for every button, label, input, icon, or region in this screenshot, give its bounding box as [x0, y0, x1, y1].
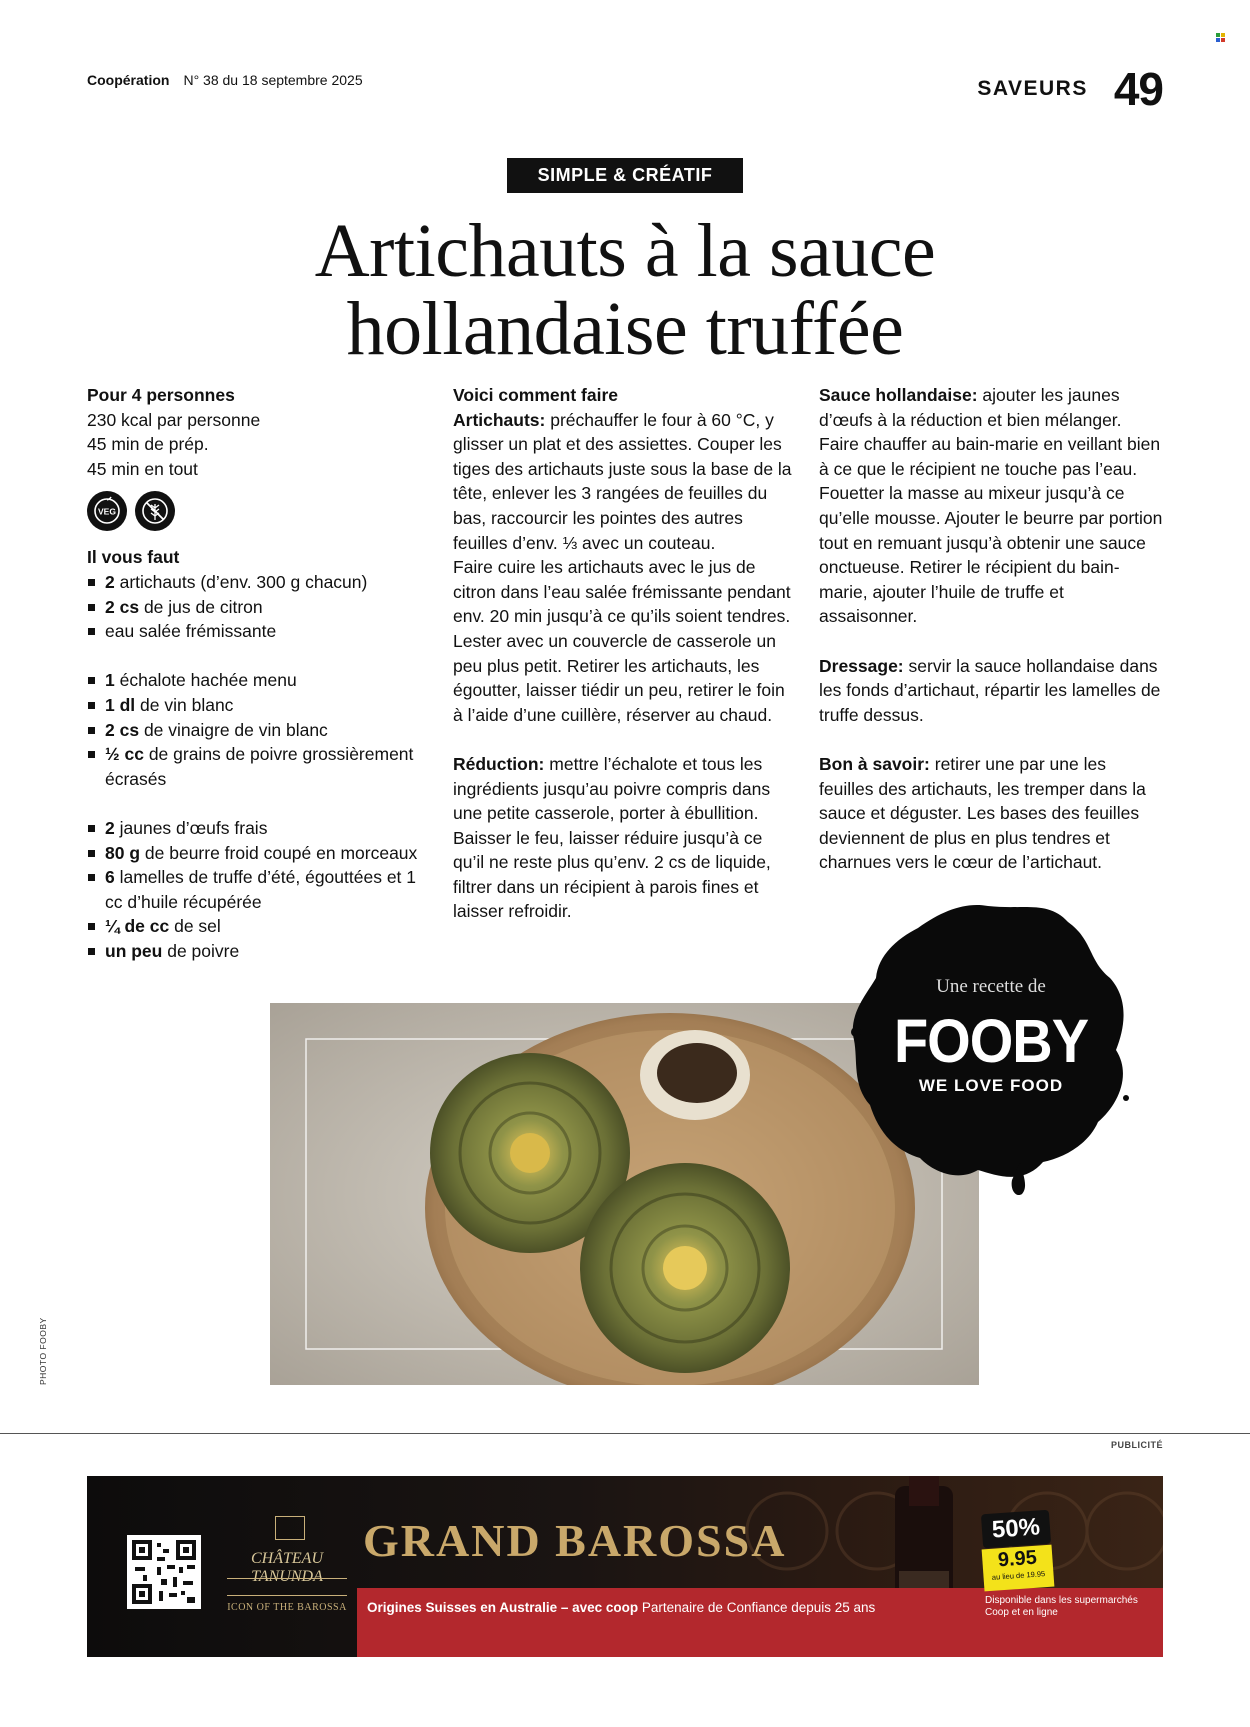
step-artichauts: Artichauts: préchauffer le four à 60 °C, y glisser un plat et des assiettes. Couper les tiges des artichauts juste sous la base de la tête, enlever les 3 rangées de feuilles du bas, raccourcir les pointes des autres feuilles d’env. ⅓ avec un couteau.: [453, 409, 792, 553]
method-column-1: [453, 383, 798, 924]
color-mark-icon: [1216, 33, 1225, 42]
chateau-building-icon: [227, 1578, 347, 1596]
gluten-free-icon: [135, 491, 175, 531]
photo-credit: PHOTO FOOBY: [38, 1317, 48, 1385]
ingredient-item: 2 jaunes d’œufs frais: [87, 816, 432, 841]
fooby-logo: FOOBY: [893, 1005, 1089, 1076]
ingredient-group-1: [87, 570, 432, 644]
fooby-intro: Une recette de: [936, 976, 1046, 997]
ingredient-item: ½ cc de grains de poivre grossièrement écrasés: [87, 742, 432, 791]
ad-title: GRAND BAROSSA: [363, 1515, 787, 1566]
fooby-tagline: WE LOVE FOOD: [918, 1076, 1064, 1095]
veg-icon: [87, 491, 127, 531]
ingredient-item: 1 échalote hachée menu: [87, 668, 432, 693]
discount-badge: 50%: [981, 1510, 1051, 1549]
recipe-title-line-2: hollandaise truffée: [346, 287, 904, 371]
ad-label: PUBLICITÉ: [1110, 1440, 1163, 1450]
section-title: SAVEURS: [977, 77, 1088, 100]
issue-date: N° 38 du 18 septembre 2025: [183, 72, 363, 88]
diet-icons: [87, 491, 432, 531]
servings: Pour 4 personnes: [87, 385, 235, 405]
method-column-2: [819, 383, 1164, 875]
ingredients-column: [87, 383, 432, 963]
tip-bon-a-savoir: Bon à savoir: retirer une par une les feuilles des artichauts, les tremper dans la sauce et déguster. Les bases des feuilles deviennent de plus en plus tendres et charnues vers le cœur de l’artichaut.: [819, 753, 1146, 873]
ad-brand-sub: ICON OF THE BAROSSA: [227, 1602, 347, 1613]
recipe-title: [200, 209, 1050, 371]
availability: Disponible dans les supermarchés Coop et en ligne: [985, 1595, 1138, 1618]
veg-label: VEG: [98, 506, 116, 517]
page-number: 49: [1113, 63, 1163, 115]
kcal: 230 kcal par personne: [87, 409, 261, 430]
divider: [0, 1433, 1250, 1434]
ingredient-item: 6 lamelles de truffe d’été, égouttées et 1 cc d’huile récupérée: [87, 865, 432, 914]
ingredients-heading: Il vous faut: [87, 547, 180, 568]
recipe-title-line-1: Artichauts à la sauce: [314, 209, 936, 293]
step-sauce: Sauce hollandaise: ajouter les jaunes d’œufs à la réduction et bien mélanger. Faire chauffer au bain-marie en veillant bien à ce que le récipient ne touche pas l’eau. Fouetter la masse au mixeur jusqu’à ce qu’elle mousse. Ajouter le beurre par portion tout en remuant jusqu’à obtenir une sauce onctueuse. Retirer le récipient du bain-marie, ajouter l’huile de truffe et assaisonner.: [819, 385, 1163, 627]
ingredient-item: eau salée frémissante: [87, 619, 432, 644]
ingredient-item: ¼ de cc de sel: [87, 914, 432, 939]
ingredient-item: 80 g de beurre froid coupé en morceaux: [87, 841, 432, 866]
prep-time: 45 min de prép.: [87, 434, 209, 455]
ad-slogan: Origines Suisses en Australie – avec coop Partenaire de Confiance depuis 25 ans: [367, 1600, 876, 1615]
category-tag: SIMPLE & CRÉATIF: [507, 158, 743, 193]
magazine-name: Coopération: [87, 72, 170, 88]
step-artichauts-cooking: Faire cuire les artichauts avec le jus de citron dans l’eau salée frémissante pendant env. 20 min jusqu’à ce qu’ils soient tendres. Lester avec un couvercle de casserole un peu plus petit. Retirer les artichauts, les égoutter, laisser tiédir un peu, retirer le foin à l’aide d’une cuillère, réserver au chaud.: [453, 557, 791, 725]
ingredient-item: un peu de poivre: [87, 939, 432, 964]
price-note: au lieu de 19.95: [991, 1569, 1046, 1582]
ingredient-group-3: [87, 816, 432, 964]
total-time: 45 min en tout: [87, 458, 198, 479]
wine-advertisement[interactable]: [87, 1476, 1163, 1657]
price-tag: [982, 1545, 1055, 1592]
qr-code-icon[interactable]: [127, 1535, 201, 1609]
method-heading: Voici comment faire: [453, 385, 619, 405]
ingredient-item: 1 dl de vin blanc: [87, 693, 432, 718]
ingredient-item: 2 cs de vinaigre de vin blanc: [87, 718, 432, 743]
crest-icon: [275, 1516, 305, 1540]
step-reduction: Réduction: mettre l’échalote et tous les ingrédients jusqu’au poivre compris dans une petite casserole, porter à ébullition. Baisser le feu, laisser réduire jusqu’à ce qu’il ne reste plus qu’env. 2 cs de liquide, filtrer dans un récipient à parois fines et laisser refroidir.: [453, 753, 771, 922]
step-dressage: Dressage: servir la sauce hollandaise dans les fonds d’artichaut, répartir les lamelles de truffe dessus.: [819, 655, 1161, 725]
ingredient-item: 2 artichauts (d’env. 300 g chacun): [87, 570, 432, 595]
fooby-badge: [848, 900, 1134, 1200]
page-header-right: [977, 63, 1163, 115]
ad-brand: CHÂTEAU TANUNDA: [251, 1550, 323, 1585]
price: 9.95: [997, 1546, 1038, 1572]
masthead: [87, 72, 363, 88]
ingredient-item: 2 cs de jus de citron: [87, 595, 432, 620]
ingredient-group-2: [87, 668, 432, 791]
